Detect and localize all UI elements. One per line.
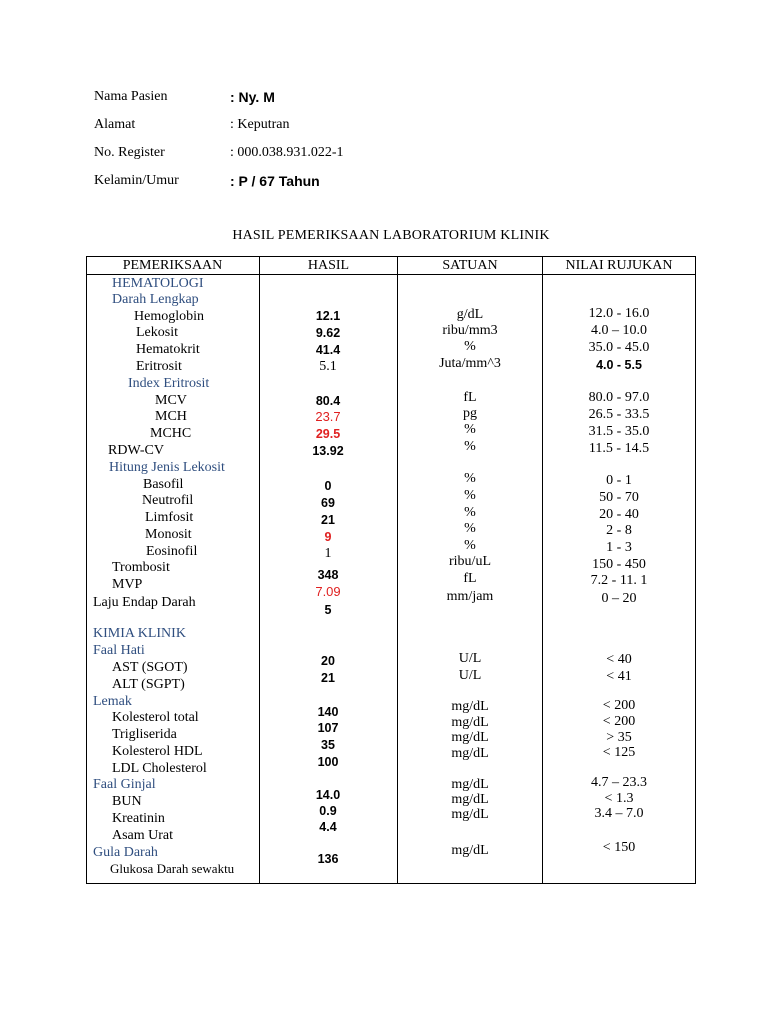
rujukan-kolesterol-total: < 200 <box>602 698 636 713</box>
label-laju-endap-darah: Laju Endap Darah <box>93 595 196 610</box>
label-kolesterol-total: Kolesterol total <box>112 710 199 725</box>
hasil-laju-endap-darah: 5 <box>324 603 332 617</box>
rujukan-eritrosit: 4.0 - 5.5 <box>596 358 642 372</box>
subsection-darah-lengkap: Darah Lengkap <box>112 292 199 307</box>
satuan-mcv: fL <box>463 390 477 405</box>
rujukan-bun: 4.7 – 23.3 <box>591 775 647 790</box>
label-alt: ALT (SGPT) <box>112 677 185 692</box>
hasil-glukosa-darah-sewaktu: 136 <box>317 852 339 866</box>
satuan-limfosit: % <box>464 505 476 520</box>
header-satuan: SATUAN <box>442 258 498 273</box>
hasil-lekosit: 9.62 <box>315 326 341 340</box>
satuan-kolesterol-total: mg/dL <box>451 699 489 714</box>
label-ast: AST (SGOT) <box>112 660 188 675</box>
label-hematokrit: Hematokrit <box>136 342 200 357</box>
label-basofil: Basofil <box>143 477 184 492</box>
hasil-eritrosit: 5.1 <box>319 359 337 374</box>
patient-address-value: : Keputran <box>230 117 290 132</box>
hasil-ldl-cholesterol: 100 <box>317 755 339 769</box>
section-kimia-klinik: KIMIA KLINIK <box>93 626 186 641</box>
satuan-hemoglobin: g/dL <box>456 307 484 322</box>
satuan-trigliserida: mg/dL <box>451 715 489 730</box>
label-mcv: MCV <box>155 393 187 408</box>
hasil-mvp: 7.09 <box>315 584 341 599</box>
rujukan-basofil: 0 - 1 <box>606 473 632 488</box>
label-bun: BUN <box>112 794 142 809</box>
patient-address-label: Alamat <box>94 117 136 132</box>
rujukan-laju-endap-darah: 0 – 20 <box>601 591 637 606</box>
rujukan-trombosit: 150 - 450 <box>592 557 646 572</box>
rujukan-mch: 26.5 - 33.5 <box>588 407 650 422</box>
hasil-trigliserida: 107 <box>317 721 339 735</box>
patient-register-value: : 000.038.931.022-1 <box>230 145 344 160</box>
satuan-alt: U/L <box>458 668 482 683</box>
table-border-bottom <box>86 883 696 884</box>
rujukan-rdw-cv: 11.5 - 14.5 <box>588 441 650 456</box>
satuan-laju-endap-darah: mm/jam <box>446 589 494 604</box>
table-border-top <box>86 256 696 257</box>
rujukan-hemoglobin: 12.0 - 16.0 <box>588 306 650 321</box>
table-border-left <box>86 256 87 884</box>
label-kreatinin: Kreatinin <box>112 811 165 826</box>
satuan-mch: pg <box>463 406 477 421</box>
rujukan-lekosit: 4.0 – 10.0 <box>591 323 647 338</box>
satuan-mchc: % <box>464 422 476 437</box>
hasil-hemoglobin: 12.1 <box>315 309 341 323</box>
patient-gender-age-value: : P / 67 Tahun <box>230 173 320 189</box>
satuan-kreatinin: mg/dL <box>451 792 489 807</box>
table-border-right <box>695 256 696 884</box>
hasil-eosinofil: 1 <box>324 546 332 561</box>
rujukan-kolesterol-hdl: > 35 <box>606 730 632 745</box>
satuan-basofil: % <box>464 471 476 486</box>
label-hemoglobin: Hemoglobin <box>134 309 204 324</box>
subsection-hitung-jenis-lekosit: Hitung Jenis Lekosit <box>109 460 225 475</box>
patient-gender-age-label: Kelamin/Umur <box>94 173 179 188</box>
hasil-mchc: 29.5 <box>315 427 341 441</box>
subsection-index-eritrosit: Index Eritrosit <box>128 376 210 391</box>
label-glukosa-darah-sewaktu: Glukosa Darah sewaktu <box>110 861 235 876</box>
rujukan-mcv: 80.0 - 97.0 <box>588 390 650 405</box>
rujukan-mvp: 7.2 - 11. 1 <box>590 573 648 588</box>
label-limfosit: Limfosit <box>145 510 194 525</box>
hasil-bun: 14.0 <box>315 788 341 802</box>
hasil-basofil: 0 <box>324 479 332 493</box>
rujukan-alt: < 41 <box>606 669 632 684</box>
hasil-rdw-cv: 13.92 <box>312 444 344 458</box>
lab-results-table <box>86 256 696 884</box>
satuan-trombosit: ribu/uL <box>449 554 491 569</box>
hasil-alt: 21 <box>321 671 335 685</box>
hasil-monosit: 9 <box>324 530 332 544</box>
label-lekosit: Lekosit <box>136 325 178 340</box>
subsection-gula-darah: Gula Darah <box>93 845 158 860</box>
hasil-neutrofil: 69 <box>321 496 335 510</box>
rujukan-hematokrit: 35.0 - 45.0 <box>588 340 650 355</box>
label-mchc: MCHC <box>150 426 192 441</box>
rujukan-limfosit: 20 - 40 <box>599 507 639 522</box>
patient-name-value: : Ny. M <box>230 89 275 105</box>
satuan-lekosit: ribu/mm3 <box>442 323 498 338</box>
satuan-ldl-cholesterol: mg/dL <box>451 746 489 761</box>
subsection-faal-ginjal: Faal Ginjal <box>93 777 156 792</box>
rujukan-ldl-cholesterol: < 125 <box>602 745 636 760</box>
label-rdw-cv: RDW-CV <box>108 443 164 458</box>
satuan-rdw-cv: % <box>464 439 476 454</box>
header-divider <box>86 274 696 275</box>
subsection-lemak: Lemak <box>93 694 132 709</box>
label-trigliserida: Trigliserida <box>112 727 177 742</box>
satuan-hematokrit: % <box>464 339 476 354</box>
label-trombosit: Trombosit <box>112 560 170 575</box>
label-ldl-cholesterol: LDL Cholesterol <box>112 761 207 776</box>
label-neutrofil: Neutrofil <box>142 493 194 508</box>
rujukan-trigliserida: < 200 <box>602 714 636 729</box>
satuan-bun: mg/dL <box>451 777 489 792</box>
satuan-ast: U/L <box>458 651 482 666</box>
satuan-neutrofil: % <box>464 488 476 503</box>
satuan-eosinofil: % <box>464 538 476 553</box>
label-monosit: Monosit <box>145 527 192 542</box>
report-title: HASIL PEMERIKSAAN LABORATORIUM KLINIK <box>232 228 550 243</box>
hasil-limfosit: 21 <box>321 513 335 527</box>
hasil-mcv: 80.4 <box>315 394 341 408</box>
rujukan-asam-urat: 3.4 – 7.0 <box>594 806 644 821</box>
subsection-faal-hati: Faal Hati <box>93 643 145 658</box>
label-mvp: MVP <box>112 577 143 592</box>
rujukan-kreatinin: < 1.3 <box>604 791 634 806</box>
section-hematologi: HEMATOLOGI <box>112 276 204 291</box>
hasil-hematokrit: 41.4 <box>315 343 341 357</box>
satuan-asam-urat: mg/dL <box>451 807 489 822</box>
satuan-monosit: % <box>464 521 476 536</box>
satuan-glukosa-darah-sewaktu: mg/dL <box>451 843 489 858</box>
hasil-kolesterol-hdl: 35 <box>321 738 335 752</box>
satuan-mvp: fL <box>463 571 477 586</box>
patient-register-label: No. Register <box>94 145 165 160</box>
satuan-eritrosit: Juta/mm^3 <box>439 356 501 371</box>
rujukan-mchc: 31.5 - 35.0 <box>588 424 650 439</box>
header-hasil: HASIL <box>307 258 350 273</box>
hasil-kolesterol-total: 140 <box>317 705 339 719</box>
satuan-kolesterol-hdl: mg/dL <box>451 730 489 745</box>
label-kolesterol-hdl: Kolesterol HDL <box>112 744 203 759</box>
hasil-mch: 23.7 <box>315 409 341 424</box>
rujukan-neutrofil: 50 - 70 <box>599 490 639 505</box>
rujukan-glukosa-darah-sewaktu: < 150 <box>602 840 636 855</box>
label-mch: MCH <box>155 409 187 424</box>
rujukan-ast: < 40 <box>606 652 632 667</box>
rujukan-eosinofil: 1 - 3 <box>606 540 632 555</box>
hasil-kreatinin: 0.9 <box>319 804 337 818</box>
label-asam-urat: Asam Urat <box>112 828 174 843</box>
label-eritrosit: Eritrosit <box>136 359 182 374</box>
label-eosinofil: Eosinofil <box>146 544 198 559</box>
rujukan-monosit: 2 - 8 <box>606 523 632 538</box>
hasil-trombosit: 348 <box>317 568 339 582</box>
header-nilai-rujukan: NILAI RUJUKAN <box>565 258 673 273</box>
hasil-ast: 20 <box>321 654 335 668</box>
hasil-asam-urat: 4.4 <box>319 820 337 834</box>
patient-name-label: Nama Pasien <box>94 89 168 104</box>
header-pemeriksaan: PEMERIKSAAN <box>122 258 223 273</box>
